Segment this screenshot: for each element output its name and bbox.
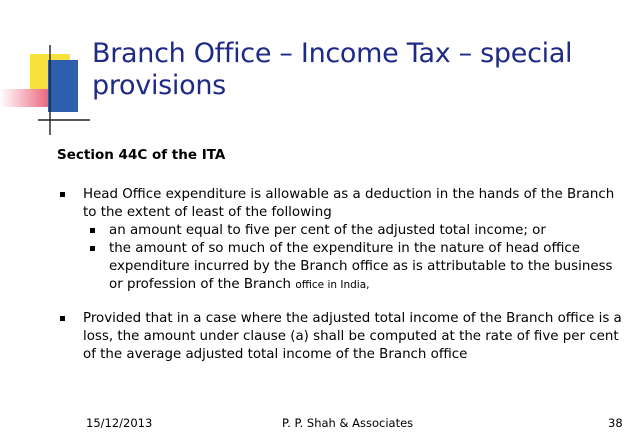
sub-list-item-suffix: office in India,: [295, 279, 370, 291]
list-item: [57, 310, 623, 364]
page-number: 38: [608, 416, 623, 430]
sub-list-item: [57, 222, 623, 240]
footer-presenter: P. P. Shah & Associates: [282, 416, 414, 430]
list-item-text: Provided that in a case where the adjusted total income of the Branch office is a loss, the amount under clause (a) shall be computed at the rate of five per cent of the average adjusted total income of the Branch office: [83, 311, 622, 362]
sub-list-item-text: the amount of so much of the expenditure in the nature of head office expenditure incurred by the Branch office as is attributable to the business or profession of the Branch: [109, 241, 613, 292]
decorative-corner-graphic: [0, 0, 90, 140]
bullet-marker: [60, 192, 65, 197]
footer-date: 15/12/2013: [86, 416, 153, 430]
bullet-list: [57, 186, 623, 364]
bullet-marker: [60, 316, 65, 321]
sub-list-item-text: an amount equal to five per cent of the adjusted total income; or: [109, 223, 546, 238]
section-heading: Section 44C of the ITA: [57, 147, 226, 163]
list-item-text: Head Office expenditure is allowable as a deduction in the hands of the Branch to the extent of least of the following: [83, 187, 615, 220]
bullet-marker: [90, 246, 95, 251]
list-item: [57, 186, 623, 222]
sub-list-item: [57, 240, 623, 294]
bullet-marker: [90, 228, 95, 233]
slide-title: Branch Office – Income Tax – special provisions: [92, 38, 573, 101]
